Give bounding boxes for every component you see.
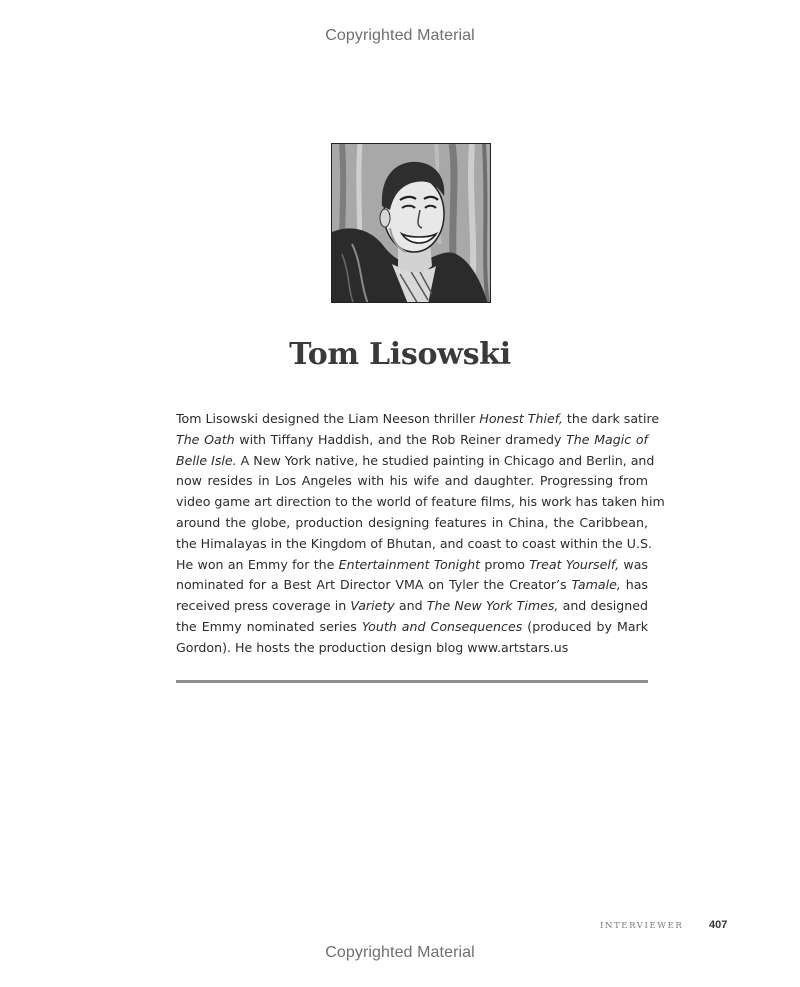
- bio-line: [176, 617, 648, 638]
- bio-text: Gordon). He hosts the production design blog www.artstars.us: [176, 639, 569, 655]
- italic-title: The Oath: [176, 431, 235, 447]
- bio-text: and: [394, 598, 427, 614]
- italic-title: The New York Times,: [426, 598, 559, 614]
- bio-text: the Himalayas in the Kingdom of Bhutan, and coast to coast within the U.S.: [176, 535, 652, 551]
- bio-text: Tom Lisowski designed the Liam Neeson thriller: [176, 411, 480, 426]
- bio-line: [176, 575, 648, 596]
- bio-text: A New York native, he studied painting in Chicago and Berlin, and: [236, 452, 655, 468]
- italic-title: Tamale,: [571, 577, 621, 593]
- italic-title: Belle Isle.: [176, 452, 237, 468]
- running-footer-label: INTERVIEWER: [600, 921, 684, 931]
- bio-line: [176, 492, 665, 513]
- bio-line: [176, 471, 648, 492]
- bio-text: around the globe, production designing features in China, the Caribbean,: [176, 514, 648, 530]
- bio-text: with Tiffany Haddish, and the Rob Reiner dramedy: [234, 431, 567, 447]
- bio-line: [176, 430, 648, 451]
- portrait-illustration-icon: [332, 144, 491, 303]
- italic-title: Variety: [350, 598, 395, 614]
- bio-text: promo: [480, 556, 530, 572]
- page-number: 407: [709, 919, 728, 931]
- bio-text: video game art direction to the world of feature films, his work has taken him: [176, 494, 665, 510]
- person-name-heading: Tom Lisowski: [289, 337, 511, 372]
- bio-text: He won an Emmy for the: [176, 556, 339, 572]
- bio-text: was: [619, 556, 648, 572]
- bio-line: [176, 596, 648, 617]
- biography-paragraph: [176, 409, 665, 659]
- italic-title: Entertainment Tonight: [338, 556, 481, 572]
- bio-line: [176, 451, 655, 472]
- copyright-watermark-top: Copyrighted Material: [325, 27, 475, 44]
- portrait-illustration: [331, 143, 491, 303]
- bio-line: [176, 513, 648, 534]
- bio-line: [176, 534, 652, 555]
- bio-line: [176, 555, 648, 576]
- bio-text: (produced by Mark: [522, 618, 649, 634]
- bio-text: nominated for a Best Art Director VMA on Tyler the Creator’s: [176, 577, 572, 593]
- section-divider: [176, 680, 648, 683]
- bio-line: [176, 638, 648, 659]
- bio-text: has: [620, 577, 648, 593]
- bio-text: the Emmy nominated series: [176, 618, 362, 634]
- bio-line: [176, 409, 660, 430]
- copyright-watermark-bottom: Copyrighted Material: [325, 944, 475, 961]
- bio-text: received press coverage in: [176, 598, 351, 614]
- bio-text: the dark satire: [562, 411, 660, 426]
- bio-text: and designed: [558, 598, 648, 614]
- italic-title: Treat Yourself,: [529, 556, 620, 572]
- italic-title: The Magic of: [566, 431, 648, 447]
- bio-text: now resides in Los Angeles with his wife and daughter. Progressing from: [176, 473, 648, 489]
- italic-title: Youth and Consequences: [361, 618, 523, 634]
- italic-title: Honest Thief,: [479, 411, 563, 426]
